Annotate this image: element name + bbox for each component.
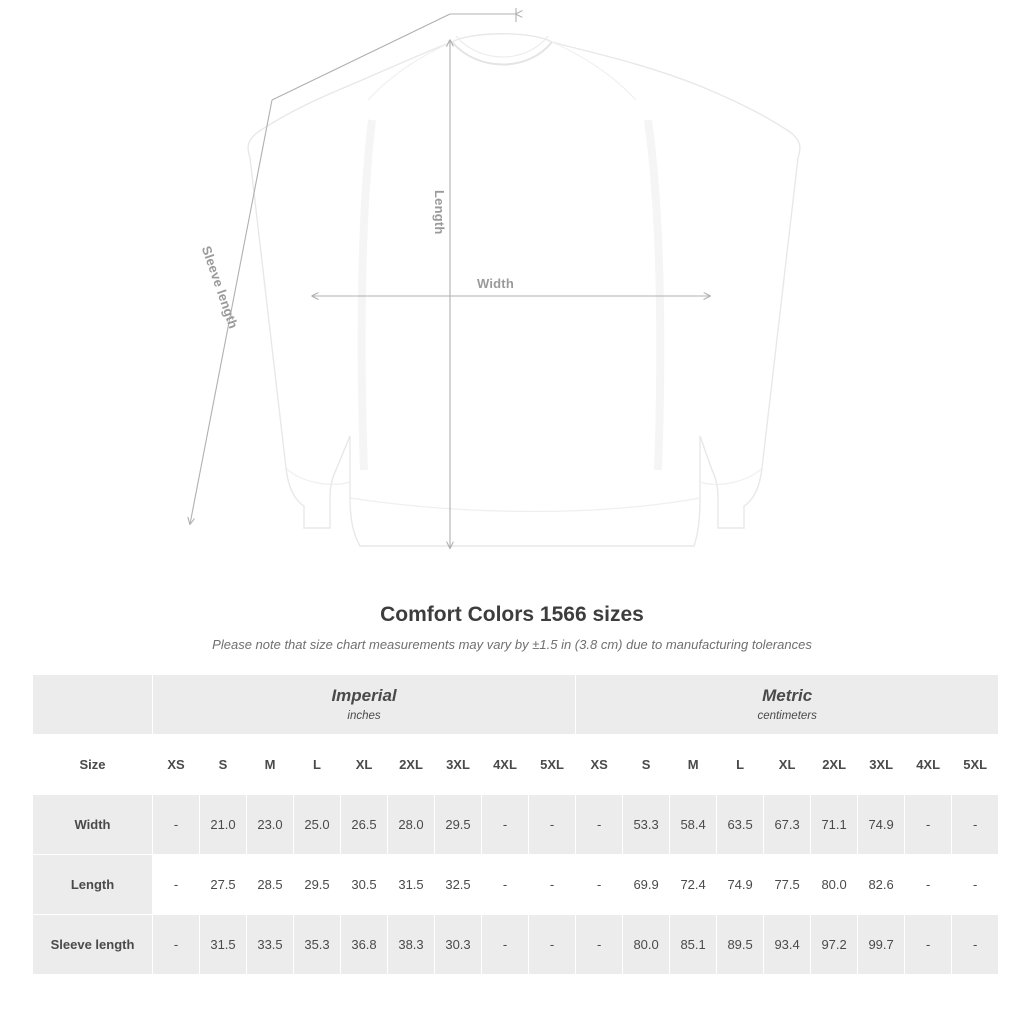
width-label: Width — [477, 276, 514, 291]
cell-length-metric-xl: 77.5 — [764, 855, 811, 915]
cell-length-metric-xs: - — [576, 855, 623, 915]
size-col-metric-s: S — [623, 735, 670, 795]
table-row — [33, 795, 999, 855]
cell-width-metric-5xl: - — [952, 795, 999, 855]
metric-group-header — [576, 675, 999, 735]
cell-sleeve-imperial-5xl: - — [529, 915, 576, 975]
tolerance-note: Please note that size chart measurements may vary by ±1.5 in (3.8 cm) due to manufacturing tolerances — [212, 637, 812, 652]
metric-group-name: Metric — [762, 685, 813, 705]
cell-length-imperial-xs: - — [153, 855, 200, 915]
cell-width-imperial-3xl: 29.5 — [435, 795, 482, 855]
cell-sleeve-metric-xs: - — [576, 915, 623, 975]
cell-length-metric-m: 72.4 — [670, 855, 717, 915]
cell-width-imperial-xl: 26.5 — [341, 795, 388, 855]
cell-length-imperial-5xl: - — [529, 855, 576, 915]
cell-width-imperial-2xl: 28.0 — [388, 795, 435, 855]
size-col-metric-xl: XL — [764, 735, 811, 795]
page-title: Comfort Colors 1566 sizes — [380, 603, 644, 626]
cell-length-metric-4xl: - — [905, 855, 952, 915]
row-label-length: Length — [33, 855, 153, 915]
size-col-imperial-2xl: 2XL — [388, 735, 435, 795]
imperial-group-header — [153, 675, 576, 735]
cell-width-metric-xl: 67.3 — [764, 795, 811, 855]
imperial-group-name: Imperial — [331, 685, 397, 705]
cell-width-metric-l: 63.5 — [717, 795, 764, 855]
cell-length-metric-3xl: 82.6 — [858, 855, 905, 915]
cell-length-imperial-m: 28.5 — [247, 855, 294, 915]
cell-length-imperial-s: 27.5 — [200, 855, 247, 915]
cell-length-metric-l: 74.9 — [717, 855, 764, 915]
size-col-imperial-m: M — [247, 735, 294, 795]
cell-sleeve-metric-s: 80.0 — [623, 915, 670, 975]
size-col-imperial-5xl: 5XL — [529, 735, 576, 795]
row-label-width: Width — [33, 795, 153, 855]
cell-width-metric-4xl: - — [905, 795, 952, 855]
table-row — [33, 855, 999, 915]
size-col-metric-m: M — [670, 735, 717, 795]
cell-width-imperial-xs: - — [153, 795, 200, 855]
cell-width-imperial-5xl: - — [529, 795, 576, 855]
cell-length-metric-5xl: - — [952, 855, 999, 915]
size-col-imperial-xs: XS — [153, 735, 200, 795]
cell-width-imperial-4xl: - — [482, 795, 529, 855]
cell-width-imperial-m: 23.0 — [247, 795, 294, 855]
cell-sleeve-imperial-xl: 36.8 — [341, 915, 388, 975]
size-col-metric-3xl: 3XL — [858, 735, 905, 795]
cell-length-metric-2xl: 80.0 — [811, 855, 858, 915]
row-label-sleeve-length: Sleeve length — [33, 915, 153, 975]
table-row — [33, 915, 999, 975]
cell-width-metric-xs: - — [576, 795, 623, 855]
size-header-row — [33, 735, 999, 795]
cell-width-imperial-s: 21.0 — [200, 795, 247, 855]
size-table-wrapper — [32, 674, 992, 975]
size-col-metric-4xl: 4XL — [905, 735, 952, 795]
sleeve-length-label: Sleeve length — [198, 244, 242, 331]
cell-length-imperial-xl: 30.5 — [341, 855, 388, 915]
size-col-imperial-4xl: 4XL — [482, 735, 529, 795]
cell-length-imperial-l: 29.5 — [294, 855, 341, 915]
unit-header-row — [33, 675, 999, 735]
cell-length-imperial-2xl: 31.5 — [388, 855, 435, 915]
cell-sleeve-metric-5xl: - — [952, 915, 999, 975]
cell-length-imperial-3xl: 32.5 — [435, 855, 482, 915]
cell-width-metric-s: 53.3 — [623, 795, 670, 855]
size-col-imperial-l: L — [294, 735, 341, 795]
cell-sleeve-imperial-4xl: - — [482, 915, 529, 975]
size-col-metric-2xl: 2XL — [811, 735, 858, 795]
cell-sleeve-metric-xl: 93.4 — [764, 915, 811, 975]
cell-sleeve-imperial-m: 33.5 — [247, 915, 294, 975]
cell-width-metric-3xl: 74.9 — [858, 795, 905, 855]
cell-sleeve-imperial-2xl: 38.3 — [388, 915, 435, 975]
cell-width-metric-2xl: 71.1 — [811, 795, 858, 855]
metric-group-unit: centimeters — [757, 709, 817, 722]
imperial-group-unit: inches — [347, 709, 381, 722]
table-corner-cell — [33, 675, 153, 735]
cell-length-metric-s: 69.9 — [623, 855, 670, 915]
size-table — [32, 674, 999, 975]
title-block — [0, 603, 1024, 652]
size-header-cell: Size — [33, 735, 153, 795]
cell-sleeve-metric-3xl: 99.7 — [858, 915, 905, 975]
size-col-imperial-s: S — [200, 735, 247, 795]
cell-sleeve-metric-4xl: - — [905, 915, 952, 975]
cell-width-imperial-l: 25.0 — [294, 795, 341, 855]
size-col-metric-xs: XS — [576, 735, 623, 795]
sweatshirt-shape — [248, 34, 800, 546]
cell-width-metric-m: 58.4 — [670, 795, 717, 855]
cell-length-imperial-4xl: - — [482, 855, 529, 915]
size-col-metric-l: L — [717, 735, 764, 795]
size-col-imperial-3xl: 3XL — [435, 735, 482, 795]
cell-sleeve-imperial-xs: - — [153, 915, 200, 975]
cell-sleeve-metric-m: 85.1 — [670, 915, 717, 975]
size-col-metric-5xl: 5XL — [952, 735, 999, 795]
cell-sleeve-metric-l: 89.5 — [717, 915, 764, 975]
cell-sleeve-imperial-3xl: 30.3 — [435, 915, 482, 975]
size-col-imperial-xl: XL — [341, 735, 388, 795]
cell-sleeve-imperial-l: 35.3 — [294, 915, 341, 975]
cell-sleeve-metric-2xl: 97.2 — [811, 915, 858, 975]
length-label: Length — [432, 190, 447, 235]
cell-sleeve-imperial-s: 31.5 — [200, 915, 247, 975]
